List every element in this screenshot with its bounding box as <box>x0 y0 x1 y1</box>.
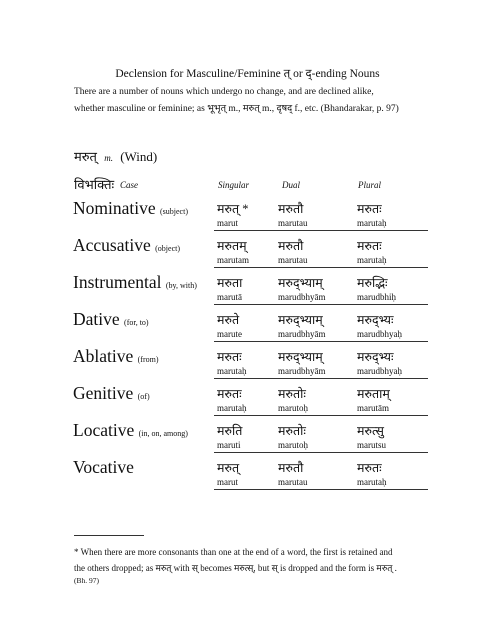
case-name: Nominative (subject) <box>73 198 188 218</box>
case-note: (object) <box>155 244 180 253</box>
dual-form: मरुद्भ्याम् <box>278 350 323 364</box>
vibhakti-header: विभक्तिः <box>74 177 115 192</box>
dual-translit: marudbhyām <box>278 366 326 376</box>
singular-translit: marutaḥ <box>217 366 247 376</box>
case-header: Case <box>120 180 138 190</box>
column-headers <box>74 177 434 193</box>
row-divider <box>214 304 428 305</box>
plural-translit: marudbhyaḥ <box>357 329 402 339</box>
singular-translit: marut <box>217 218 238 228</box>
case-note: (subject) <box>160 207 188 216</box>
singular-translit: marut <box>217 477 238 487</box>
footnote-divider <box>74 535 144 536</box>
table-row <box>73 233 428 271</box>
singular-form: मरुति <box>217 424 243 438</box>
singular-form: मरुते <box>217 313 240 327</box>
plural-form: मरुतः <box>357 461 382 475</box>
singular-header: Singular <box>218 180 250 190</box>
plural-header: Plural <box>358 180 382 190</box>
plural-form: मरुत्सु <box>357 424 384 438</box>
case-name: Dative (for, to) <box>73 309 149 329</box>
plural-translit: marutaḥ <box>357 477 387 487</box>
case-name: Vocative <box>73 457 134 477</box>
plural-translit: marutsu <box>357 440 386 450</box>
table-row <box>73 455 428 493</box>
singular-translit: marutaḥ <box>217 403 247 413</box>
singular-form: मरुतः <box>217 350 242 364</box>
dual-translit: marudbhyām <box>278 329 326 339</box>
plural-form: मरुद्भिः <box>357 276 388 290</box>
case-note: (from) <box>137 355 159 364</box>
row-divider <box>214 267 428 268</box>
dual-form: मरुतौ <box>278 202 304 216</box>
case-note: (of) <box>137 392 150 401</box>
table-row <box>73 270 428 308</box>
table-row <box>73 344 428 382</box>
dual-form: मरुतोः <box>278 424 306 438</box>
dual-translit: marutoḥ <box>278 403 308 413</box>
plural-form: मरुतः <box>357 239 382 253</box>
table-row <box>73 196 428 234</box>
case-note: (for, to) <box>124 318 149 327</box>
plural-form: मरुताम् <box>357 387 390 401</box>
word-gender: m. <box>104 153 113 163</box>
plural-form: मरुतः <box>357 202 382 216</box>
case-name: Accusative (object) <box>73 235 180 255</box>
intro-line-2: whether masculine or feminine; as भूभृत् m., मरुत् m., दृषद् f., etc. (Bhandarakar, p. 97) <box>74 104 399 114</box>
plural-form: मरुद्भ्यः <box>357 313 394 327</box>
row-divider <box>214 415 428 416</box>
singular-form: मरुता <box>217 276 243 290</box>
dual-form: मरुतौ <box>278 239 304 253</box>
case-name: Locative (in, on, among) <box>73 420 188 440</box>
dual-form: मरुतोः <box>278 387 306 401</box>
page-title: Declension for Masculine/Feminine त् or द्-ending Nouns <box>115 68 380 80</box>
dual-form: मरुद्भ्याम् <box>278 276 323 290</box>
row-divider <box>214 489 428 490</box>
row-divider <box>214 378 428 379</box>
case-name: Genitive (of) <box>73 383 150 403</box>
footnote-line-2: the others dropped; as मरुत् with स् becomes मरुत्स्, but स् is dropped and the form is मरुत् . <box>74 563 397 573</box>
intro-line-1: There are a number of nouns which undergo no change, and are declined alike, <box>74 87 374 97</box>
singular-form: मरुत् * <box>217 202 249 216</box>
singular-translit: maruti <box>217 440 241 450</box>
singular-translit: marutā <box>217 292 242 302</box>
word-meaning: (Wind) <box>120 149 158 164</box>
plural-translit: marutaḥ <box>357 218 387 228</box>
dual-header: Dual <box>282 180 300 190</box>
table-row <box>73 307 428 345</box>
case-note: (in, on, among) <box>138 429 188 438</box>
case-name: Ablative (from) <box>73 346 159 366</box>
table-row <box>73 418 428 456</box>
word-devanagari: मरुत् <box>74 149 97 164</box>
dual-form: मरुद्भ्याम् <box>278 313 323 327</box>
row-divider <box>214 230 428 231</box>
footnote-line-1: * When there are more consonants than one at the end of a word, the first is retained and <box>74 547 393 557</box>
dual-translit: marutau <box>278 218 308 228</box>
plural-translit: marutām <box>357 403 389 413</box>
dual-translit: marutoḥ <box>278 440 308 450</box>
plural-form: मरुद्भ्यः <box>357 350 394 364</box>
singular-form: मरुतः <box>217 387 242 401</box>
singular-form: मरुतम् <box>217 239 247 253</box>
dual-translit: marutau <box>278 477 308 487</box>
singular-translit: marutam <box>217 255 249 265</box>
singular-translit: marute <box>217 329 242 339</box>
plural-translit: marudbhyaḥ <box>357 366 402 376</box>
dual-form: मरुतौ <box>278 461 304 475</box>
row-divider <box>214 452 428 453</box>
plural-translit: marutaḥ <box>357 255 387 265</box>
plural-translit: marudbhiḥ <box>357 292 396 302</box>
case-name: Instrumental (by, with) <box>73 272 197 292</box>
footnote-line-3: (Bh. 97) <box>74 576 99 585</box>
dual-translit: marutau <box>278 255 308 265</box>
table-row <box>73 381 428 419</box>
singular-form: मरुत् <box>217 461 240 475</box>
row-divider <box>214 341 428 342</box>
dual-translit: marudbhyām <box>278 292 326 302</box>
word-heading <box>74 147 157 165</box>
case-note: (by, with) <box>165 281 197 290</box>
